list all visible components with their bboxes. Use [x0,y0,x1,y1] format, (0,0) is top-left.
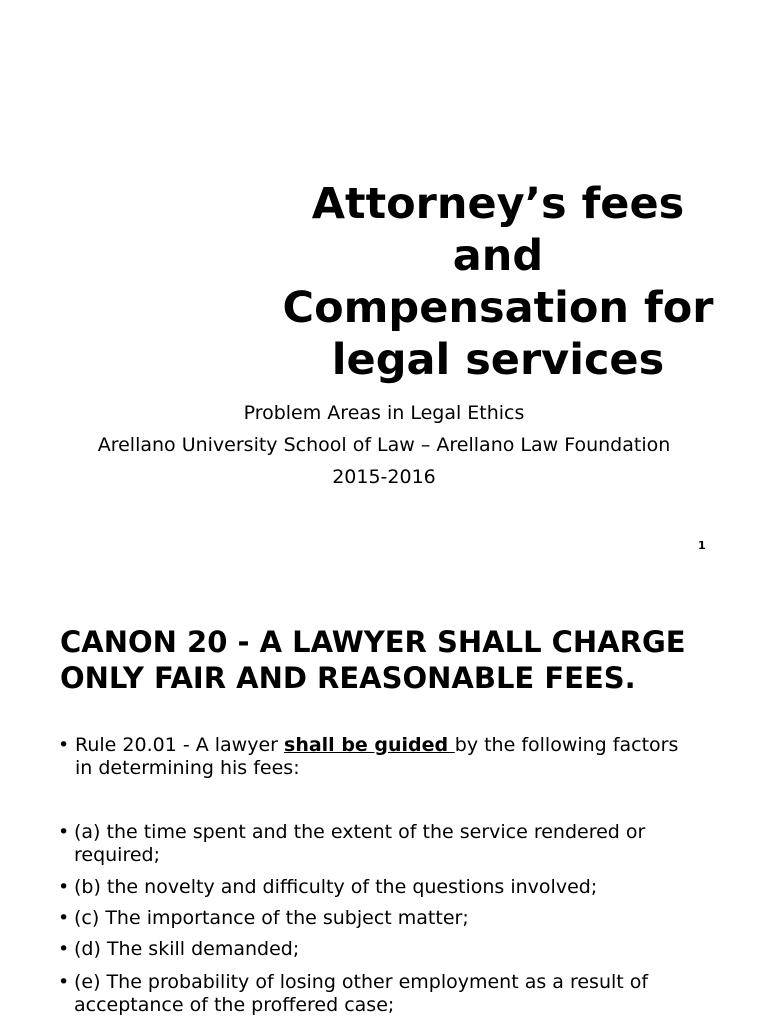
list-item [58,907,728,930]
subtitle-year: 2015-2016 [332,466,436,488]
rule-suffix: by the following factors [454,734,679,756]
factor-continuation: required; [74,844,161,866]
rule-prefix: Rule 20.01 - A lawyer [75,734,285,756]
factor-label: (e) [74,971,101,993]
factor-text [58,907,728,930]
factor-body: the time spent and the extent of the service rendered or [100,821,646,843]
factor-continuation: acceptance of the proffered case; [74,994,395,1016]
bullet-icon: • [58,938,70,960]
factor-text [58,876,728,899]
slide-title [268,178,728,386]
subtitle-course: Problem Areas in Legal Ethics [243,402,525,424]
factor-label: (d) [74,938,101,960]
bullet-icon: • [58,734,70,756]
list-item [58,821,728,867]
title-line: legal services [331,335,665,385]
bullet-icon: • [58,971,70,993]
list-item [58,971,728,1017]
factor-label: (c) [74,907,100,929]
factor-body: The importance of the subject matter; [99,907,469,929]
bullet-icon: • [58,821,70,843]
page-number: 1 [698,539,706,552]
factor-label: (a) [74,821,101,843]
factor-text [58,938,728,961]
canon-heading [60,624,740,696]
factor-body: The probability of losing other employment as a result of [100,971,649,993]
rule-continuation: in determining his fees: [75,757,300,779]
heading-line: CANON 20 - A LAWYER SHALL CHARGE [60,625,686,659]
heading-line: ONLY FAIR AND REASONABLE FEES. [60,661,636,695]
rule-bullet [58,734,728,780]
factor-body: the novelty and difficulty of the questions involved; [100,876,598,898]
slide-subtitle [0,397,768,493]
bullet-icon: • [58,876,70,898]
factor-body: The skill demanded; [100,938,300,960]
slide-2 [0,576,768,1024]
title-line: Attorney’s fees and [311,179,685,281]
list-item [58,876,728,899]
factor-text [58,971,728,994]
subtitle-school: Arellano University School of Law – Arellano Law Foundation [97,434,671,456]
title-line: Compensation for [282,283,714,333]
list-item [58,938,728,961]
bullet-icon: • [58,907,70,929]
rule-text [58,734,728,757]
rule-emphasis: shall be guided [284,734,455,756]
factor-text [58,821,728,844]
factor-label: (b) [74,876,101,898]
